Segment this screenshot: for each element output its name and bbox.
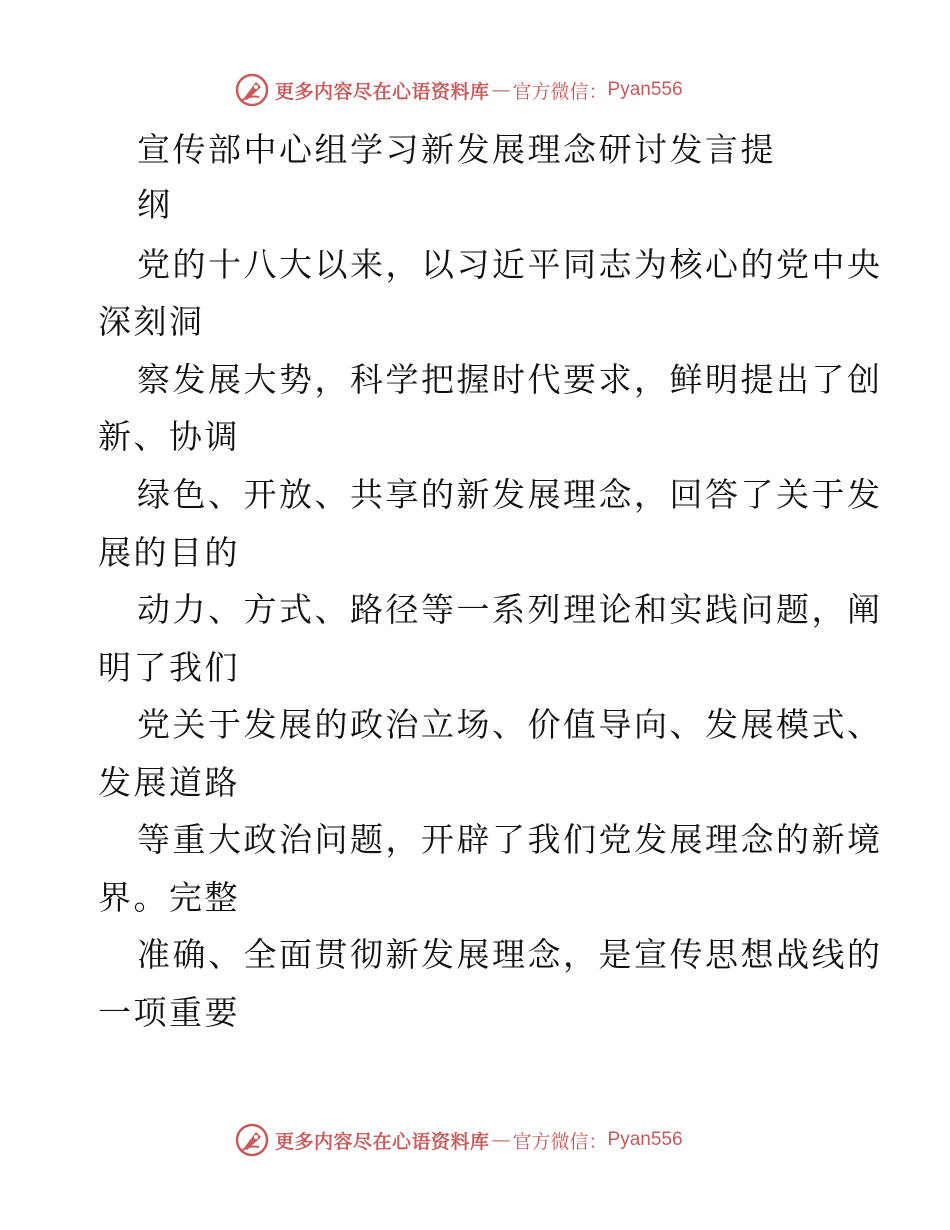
- banner-separator: —: [491, 79, 511, 101]
- banner-wechat-label: 官方微信：: [512, 1130, 608, 1153]
- footer-banner: [235, 1122, 715, 1158]
- paragraph-line: 准确、全面贯彻新发展理念，是宣传思想战线的: [137, 935, 883, 974]
- paragraph-line: 新、协调: [98, 417, 240, 456]
- paragraph-line: 察发展大势，科学把握时代要求，鲜明提出了创: [137, 360, 883, 399]
- banner-wechat-label: 官方微信：: [512, 80, 608, 103]
- pen-nib-logo-icon: [235, 73, 269, 107]
- banner-title: 更多内容尽在心语资料库: [275, 80, 490, 103]
- banner-wechat-id: Pyan556: [607, 1129, 683, 1150]
- paragraph-line: 发展道路: [98, 763, 240, 802]
- paragraph-line: 明了我们: [98, 648, 240, 687]
- paragraph-line: 一项重要: [98, 993, 240, 1032]
- paragraph-line: 动力、方式、路径等一系列理论和实践问题，阐: [137, 590, 883, 629]
- paragraph-line: 党关于发展的政治立场、价值导向、发展模式、: [137, 705, 883, 744]
- document-title-line-1: 宣传部中心组学习新发展理念研讨发言提: [137, 130, 776, 169]
- document-title-line-2: 纲: [137, 185, 173, 224]
- paragraph-line: 绿色、开放、共享的新发展理念，回答了关于发: [137, 475, 883, 514]
- banner-title: 更多内容尽在心语资料库: [275, 1130, 490, 1153]
- paragraph-line: 深刻洞: [98, 302, 205, 341]
- header-banner: [235, 72, 715, 108]
- paragraph-line: 党的十八大以来，以习近平同志为核心的党中央: [137, 245, 883, 284]
- pen-nib-logo-icon: [235, 1123, 269, 1157]
- paragraph-line: 展的目的: [98, 533, 240, 572]
- banner-separator: —: [491, 1129, 511, 1151]
- paragraph-line: 界。完整: [98, 878, 240, 917]
- paragraph-line: 等重大政治问题，开辟了我们党发展理念的新境: [137, 820, 883, 859]
- banner-wechat-id: Pyan556: [607, 79, 683, 100]
